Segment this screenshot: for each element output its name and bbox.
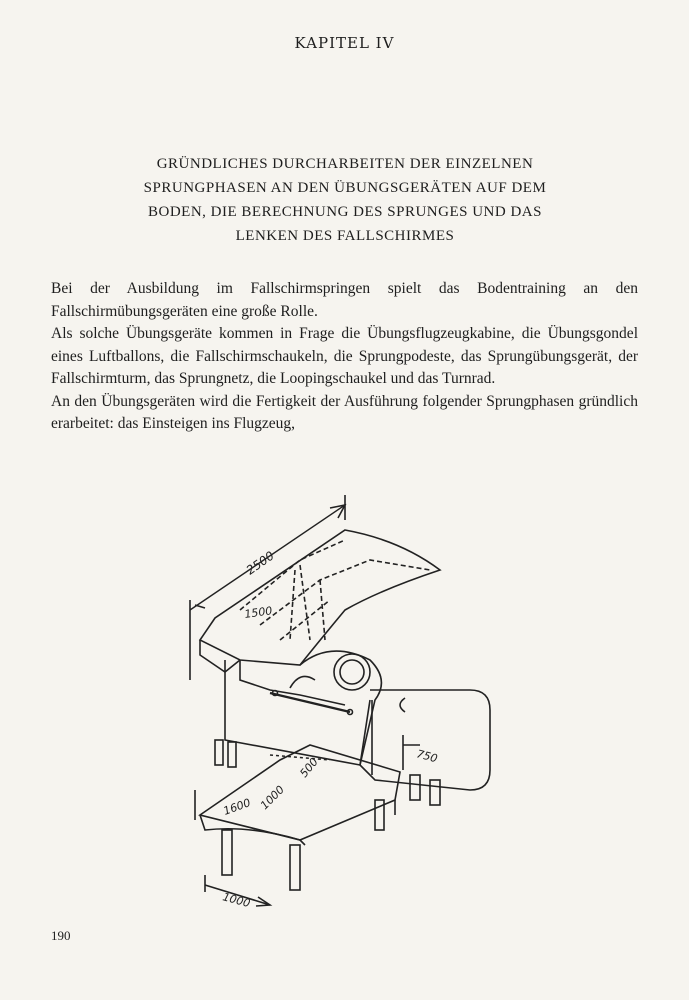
cabin-roof <box>200 530 440 672</box>
paragraph: Als solche Übungsgeräte kommen in Frage die Übungsflugzeugkabine, die Übungsgondel eines Luftballons, die Fallschirmschaukeln, die Sprungpodeste, das Sprungübungsgerät, der Fallschirmturm, das Sprungnetz, die Loopingschaukel und das Turnrad. <box>51 325 638 387</box>
dimension-1000-bottom <box>205 875 270 910</box>
heading-line: LENKEN DES FALLSCHIRMES <box>235 228 455 244</box>
dimension-label: 1000 <box>257 783 287 813</box>
training-cabin-figure <box>180 490 500 910</box>
dimension-label: 1000 <box>221 890 252 910</box>
chapter-heading <box>60 152 630 248</box>
dimension-label: 2500 <box>243 548 277 578</box>
body-text <box>51 278 638 436</box>
page-number: 190 <box>51 928 71 943</box>
dimension-label: 750 <box>415 747 439 766</box>
dimension-label: 1600 <box>221 796 253 818</box>
heading-line: BODEN, DIE BERECHNUNG DES SPRUNGES UND DAS <box>148 204 542 220</box>
dimension-label: 500 <box>297 755 321 780</box>
paragraph: An den Übungsgeräten wird die Fertigkeit der Ausführung folgender Sprungphasen gründlich erarbeitet: das Einsteigen ins Flugzeug, <box>51 392 638 432</box>
paragraph: Bei der Ausbildung im Fallschirmspringen spielt das Bodentraining an den Fallschirmübungsgeräten eine große Rolle. <box>51 280 638 320</box>
jump-platform <box>195 745 400 890</box>
chapter-label: KAPITEL IV <box>294 34 395 52</box>
dimension-label: 1500 <box>243 604 274 621</box>
dimension-750 <box>403 735 439 770</box>
heading-line: SPRUNGPHASEN AN DEN ÜBUNGSGERÄTEN AUF DEM <box>143 180 547 196</box>
heading-line: GRÜNDLICHES DURCHARBEITEN DER EINZELNEN <box>156 156 534 172</box>
cabin-body <box>215 651 490 805</box>
